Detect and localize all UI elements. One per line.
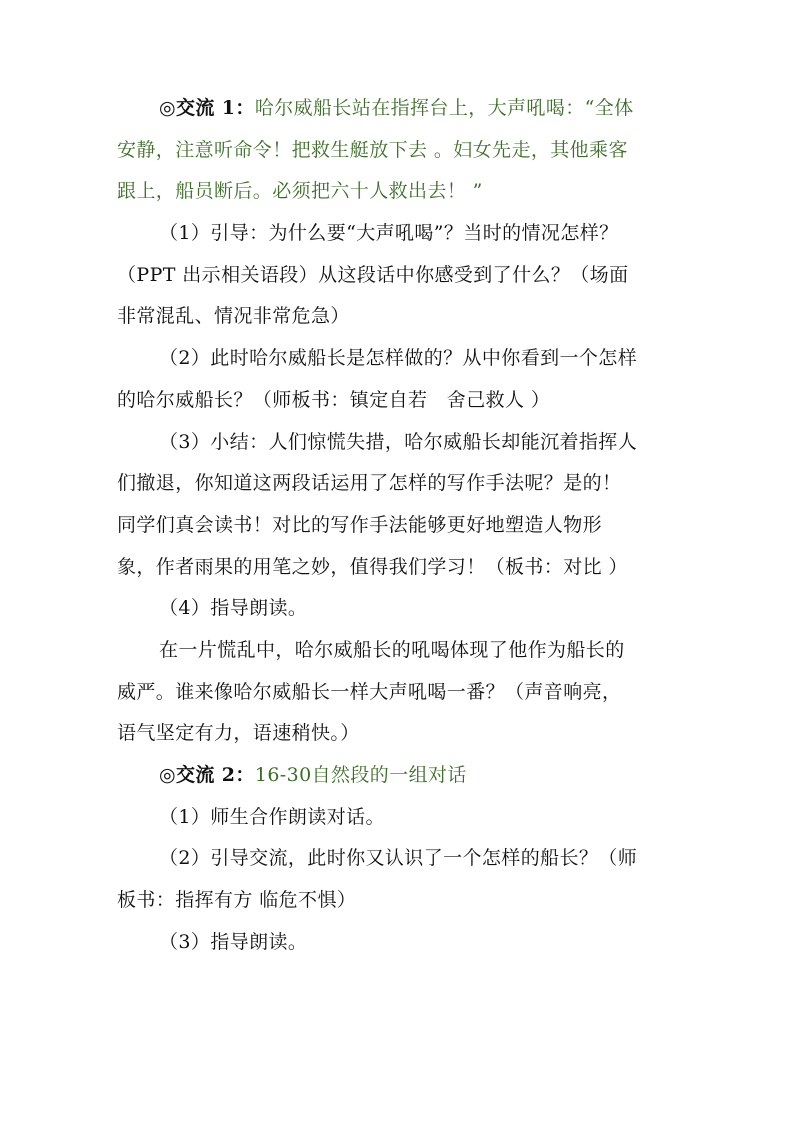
s2item1-line: （1）师生合作朗读对话。	[159, 805, 385, 828]
section1-line-2: 安静，注意听命令！把救生艇放下去 。妇女先走，其他乘客	[117, 138, 628, 161]
section1-marker: ◎交流 1：	[159, 97, 255, 119]
section2-marker: ◎交流 2：	[159, 764, 255, 786]
item3-line-4: 象，作者雨果的用笔之妙，值得我们学习！（板书：对比 ）	[117, 555, 628, 578]
item1-line-3: 非常混乱、情况非常危急）	[117, 305, 350, 328]
section2-heading	[117, 755, 677, 797]
item1-line-1: （1）引导：为什么要“大声吼喝”？当时的情况怎样？	[159, 222, 619, 245]
item4-line: （4）指导朗读。	[159, 597, 308, 620]
section1-line-3: 跟上，船员断后。必须把六十人救出去！ ”	[117, 180, 483, 203]
document-body	[117, 88, 677, 963]
s2item2-line-2: 板书：指挥有方 临危不惧）	[117, 889, 357, 912]
item2-line-2: 的哈尔威船长？（师板书：镇定自若 舍己救人 ）	[117, 388, 551, 411]
item3-line-2: 们撤退，你知道这两段话运用了怎样的写作手法呢？是的！	[117, 472, 622, 495]
paragraph-line-2: 威严。谁来像哈尔威船长一样大声吼喝一番？（声音响亮，	[117, 680, 622, 703]
item3-line-1: （3）小结：人们惊慌失措，哈尔威船长却能沉着指挥人	[159, 430, 638, 453]
section2-rest: 自然段的一组对话	[311, 764, 467, 786]
s2item2-line-1: （2）引导交流，此时你又认识了一个怎样的船长？（师	[159, 847, 638, 870]
section1-line-1	[117, 88, 677, 130]
section1-text-1: 哈尔威船长站在指挥台上，大声吼喝：“全体	[254, 97, 634, 119]
section2-range: 16-30	[254, 764, 312, 786]
s2item3-line: （3）指导朗读。	[159, 930, 308, 953]
paragraph-line-3: 语气坚定有力，语速稍快。）	[117, 722, 360, 745]
item2-line-1: （2）此时哈尔威船长是怎样做的？从中你看到一个怎样	[159, 347, 638, 370]
item1-line-2: （PPT 出示相关语段）从这段话中你感受到了什么？（场面	[117, 263, 629, 286]
paragraph-line-1: 在一片慌乱中，哈尔威船长的吼喝体现了他作为船长的	[159, 638, 625, 661]
item3-line-3: 同学们真会读书！对比的写作手法能够更好地塑造人物形	[117, 513, 603, 536]
